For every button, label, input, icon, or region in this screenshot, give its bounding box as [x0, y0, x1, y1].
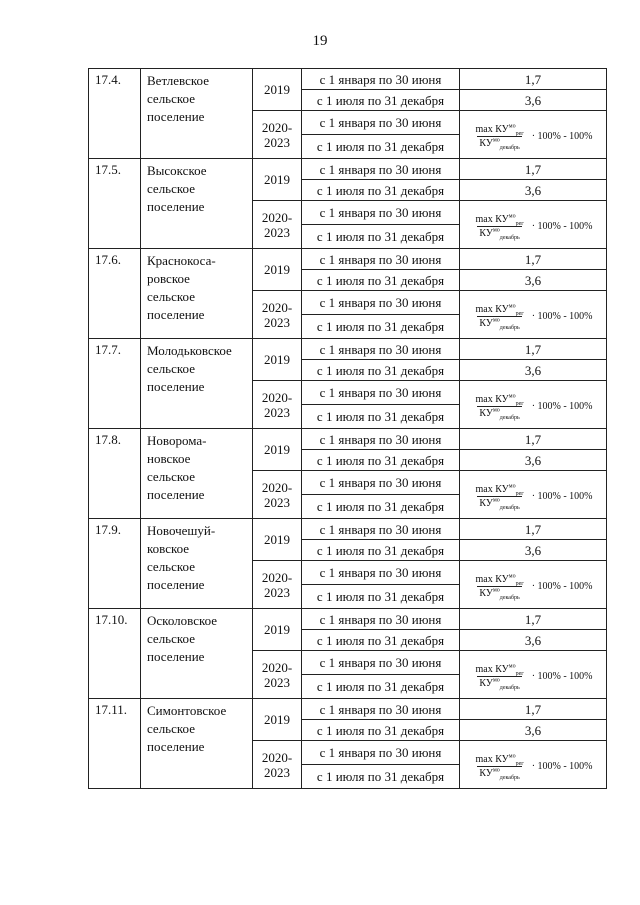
formula-expression [473, 125, 592, 149]
formula-cell [460, 651, 607, 699]
formula-expression [473, 665, 592, 689]
year-cell: 2019 [253, 159, 302, 201]
year-range-cell [253, 201, 302, 249]
formula-numerator-sub: рег [515, 401, 524, 407]
settlement-name-line: сельское [147, 721, 195, 736]
formula-cell [460, 381, 607, 429]
settlement-name [141, 519, 253, 609]
settlement-name-line: сельское [147, 181, 195, 196]
formula-numerator-sub: рег [515, 761, 524, 767]
year-range-line: 2023 [264, 314, 290, 330]
formula-fraction [473, 305, 525, 329]
formula-expression [473, 575, 592, 599]
formula-fraction [473, 665, 525, 689]
formula-numerator-sup: мо [508, 393, 516, 400]
value-cell: 3,6 [460, 180, 607, 201]
formula-denominator-sup: мо [492, 227, 500, 234]
settlement-name-line: ковское [147, 541, 190, 556]
year-cell: 2019 [253, 249, 302, 291]
formula-denominator-text: КУ [479, 768, 493, 779]
table-row [89, 339, 607, 360]
period-cell: с 1 июля по 31 декабря [302, 630, 460, 651]
formula-denominator-text: КУ [479, 408, 493, 419]
item-number: 17.11. [89, 699, 141, 789]
formula-numerator-text: max КУ [475, 214, 509, 225]
settlement-name [141, 339, 253, 429]
formula-numerator-sub: рег [515, 311, 524, 317]
year-range-line: 2020- [261, 749, 293, 765]
formula-expression [473, 395, 592, 419]
year-cell: 2019 [253, 609, 302, 651]
settlement-name-line: поселение [147, 739, 205, 754]
period-cell: с 1 января по 30 июня [302, 429, 460, 450]
formula-denominator [477, 316, 521, 329]
settlement-name-line: поселение [147, 109, 205, 124]
year-range-cell [253, 381, 302, 429]
year-range-line: 2020- [261, 659, 293, 675]
period-cell: с 1 января по 30 июня [302, 69, 460, 90]
formula-numerator-text: max КУ [475, 394, 509, 405]
year-range-line: 2020- [261, 479, 293, 495]
item-number: 17.8. [89, 429, 141, 519]
year-range-line: 2023 [264, 674, 290, 690]
formula-cell [460, 741, 607, 789]
period-cell: с 1 июля по 31 декабря [302, 585, 460, 609]
formula-numerator [473, 125, 525, 136]
formula-cell [460, 201, 607, 249]
settlement-name-line: Осколовское [147, 613, 218, 628]
formula-expression [473, 485, 592, 509]
formula-tail: · 100% - 100% [531, 401, 593, 412]
value-cell: 3,6 [460, 540, 607, 561]
year-range-line: 2023 [264, 584, 290, 600]
settlement-name-line: сельское [147, 469, 195, 484]
formula-denominator-sup: мо [492, 677, 500, 684]
formula-numerator-sub: рег [515, 491, 524, 497]
item-number: 17.7. [89, 339, 141, 429]
settlement-name-line: поселение [147, 487, 205, 502]
year-range-cell [253, 471, 302, 519]
period-cell: с 1 января по 30 июня [302, 111, 460, 135]
year-range-cell [253, 741, 302, 789]
formula-denominator-text: КУ [479, 138, 493, 149]
settlement-name [141, 249, 253, 339]
formula-denominator-sub: декабрь [499, 235, 520, 241]
table-row [89, 429, 607, 450]
year-range-line: 2023 [264, 764, 290, 780]
value-cell: 1,7 [460, 429, 607, 450]
settlement-name [141, 429, 253, 519]
formula-tail: · 100% - 100% [531, 671, 593, 682]
period-cell: с 1 июля по 31 декабря [302, 225, 460, 249]
formula-denominator [477, 586, 521, 599]
formula-denominator-sup: мо [492, 317, 500, 324]
formula-numerator [473, 485, 525, 496]
settlement-name-line: сельское [147, 631, 195, 646]
formula-numerator-text: max КУ [475, 484, 509, 495]
settlement-name-line: новское [147, 451, 191, 466]
value-cell: 1,7 [460, 519, 607, 540]
formula-tail: · 100% - 100% [531, 131, 593, 142]
table-row [89, 519, 607, 540]
formula-expression [473, 215, 592, 239]
item-number: 17.9. [89, 519, 141, 609]
settlement-name-line: поселение [147, 307, 205, 322]
year-range-cell [253, 111, 302, 159]
formula-denominator [477, 676, 521, 689]
formula-fraction [473, 575, 525, 599]
settlement-name-line: Молодьковское [147, 343, 232, 358]
value-cell: 3,6 [460, 630, 607, 651]
formula-numerator [473, 575, 525, 586]
year-cell: 2019 [253, 519, 302, 561]
formula-denominator-sup: мо [492, 497, 500, 504]
settlement-name-line: сельское [147, 361, 195, 376]
year-range-line: 2020- [261, 389, 293, 405]
settlement-name-line: Новочешуй- [147, 523, 216, 538]
settlement-name-line: сельское [147, 91, 195, 106]
formula-numerator-sup: мо [508, 123, 516, 130]
period-cell: с 1 июля по 31 декабря [302, 450, 460, 471]
period-cell: с 1 июля по 31 декабря [302, 720, 460, 741]
formula-tail: · 100% - 100% [531, 581, 593, 592]
year-cell: 2019 [253, 69, 302, 111]
formula-numerator [473, 755, 525, 766]
year-range-cell [253, 561, 302, 609]
value-cell: 1,7 [460, 699, 607, 720]
period-cell: с 1 июля по 31 декабря [302, 315, 460, 339]
formula-denominator-sup: мо [492, 587, 500, 594]
period-cell: с 1 июля по 31 декабря [302, 135, 460, 159]
formula-expression [473, 755, 592, 779]
formula-numerator-sub: рег [515, 131, 524, 137]
formula-tail: · 100% - 100% [531, 311, 593, 322]
formula-cell [460, 471, 607, 519]
formula-numerator-sup: мо [508, 663, 516, 670]
formula-numerator [473, 215, 525, 226]
formula-tail: · 100% - 100% [531, 761, 593, 772]
value-cell: 1,7 [460, 159, 607, 180]
settlement-name-line: Краснокоса- [147, 253, 216, 268]
year-cell: 2019 [253, 699, 302, 741]
settlement-name-line: сельское [147, 289, 195, 304]
year-range-line: 2020- [261, 569, 293, 585]
formula-fraction [473, 485, 525, 509]
settlement-name-line: сельское [147, 559, 195, 574]
formula-denominator-sup: мо [492, 767, 500, 774]
year-range-line: 2020- [261, 299, 293, 315]
settlement-name-line: поселение [147, 379, 205, 394]
period-cell: с 1 июля по 31 декабря [302, 270, 460, 291]
formula-numerator-sup: мо [508, 213, 516, 220]
value-cell: 3,6 [460, 720, 607, 741]
year-range-cell [253, 651, 302, 699]
value-cell: 1,7 [460, 609, 607, 630]
year-range-line: 2023 [264, 404, 290, 420]
table-row [89, 609, 607, 630]
value-cell: 3,6 [460, 90, 607, 111]
settlement-name-line: Высокское [147, 163, 207, 178]
formula-numerator-sup: мо [508, 303, 516, 310]
formula-denominator-sub: декабрь [499, 325, 520, 331]
formula-numerator-text: max КУ [475, 304, 509, 315]
year-range-line: 2023 [264, 224, 290, 240]
period-cell: с 1 января по 30 июня [302, 249, 460, 270]
formula-numerator-sup: мо [508, 483, 516, 490]
settlement-name-line: поселение [147, 199, 205, 214]
settlement-name [141, 699, 253, 789]
item-number: 17.4. [89, 69, 141, 159]
formula-fraction [473, 215, 525, 239]
period-cell: с 1 июля по 31 декабря [302, 90, 460, 111]
formula-tail: · 100% - 100% [531, 221, 593, 232]
year-range-cell [253, 291, 302, 339]
formula-denominator-sub: декабрь [499, 145, 520, 151]
formula-denominator-sup: мо [492, 407, 500, 414]
value-cell: 1,7 [460, 339, 607, 360]
period-cell: с 1 июля по 31 декабря [302, 180, 460, 201]
item-number: 17.10. [89, 609, 141, 699]
formula-denominator [477, 136, 521, 149]
formula-cell [460, 111, 607, 159]
formula-numerator [473, 305, 525, 316]
formula-denominator-text: КУ [479, 678, 493, 689]
period-cell: с 1 января по 30 июня [302, 381, 460, 405]
value-cell: 3,6 [460, 360, 607, 381]
formula-denominator [477, 496, 521, 509]
settlement-name-line: Симонтовское [147, 703, 227, 718]
formula-denominator [477, 406, 521, 419]
settlement-name [141, 69, 253, 159]
formula-cell [460, 291, 607, 339]
formula-numerator-text: max КУ [475, 574, 509, 585]
formula-denominator-sub: декабрь [499, 685, 520, 691]
period-cell: с 1 июля по 31 декабря [302, 675, 460, 699]
formula-denominator-text: КУ [479, 588, 493, 599]
formula-numerator [473, 395, 525, 406]
year-range-line: 2020- [261, 209, 293, 225]
formula-denominator [477, 226, 521, 239]
year-cell: 2019 [253, 429, 302, 471]
formula-fraction [473, 755, 525, 779]
settlement-name-line: ровское [147, 271, 190, 286]
item-number: 17.5. [89, 159, 141, 249]
value-cell: 1,7 [460, 69, 607, 90]
value-cell: 3,6 [460, 270, 607, 291]
period-cell: с 1 января по 30 июня [302, 741, 460, 765]
formula-numerator-sup: мо [508, 753, 516, 760]
formula-tail: · 100% - 100% [531, 491, 593, 502]
formula-numerator-sub: рег [515, 221, 524, 227]
formula-denominator-text: КУ [479, 498, 493, 509]
period-cell: с 1 января по 30 июня [302, 201, 460, 225]
table-row [89, 249, 607, 270]
formula-cell [460, 561, 607, 609]
period-cell: с 1 января по 30 июня [302, 609, 460, 630]
table-row [89, 699, 607, 720]
year-cell: 2019 [253, 339, 302, 381]
page-number: 19 [312, 33, 328, 49]
settlement-name-line: поселение [147, 577, 205, 592]
period-cell: с 1 января по 30 июня [302, 291, 460, 315]
period-cell: с 1 января по 30 июня [302, 159, 460, 180]
value-cell: 1,7 [460, 249, 607, 270]
formula-denominator-sub: декабрь [499, 415, 520, 421]
period-cell: с 1 июля по 31 декабря [302, 495, 460, 519]
value-cell: 3,6 [460, 450, 607, 471]
formula-denominator [477, 766, 521, 779]
formula-denominator-sub: декабрь [499, 505, 520, 511]
formula-fraction [473, 395, 525, 419]
settlement-name-line: Новорома- [147, 433, 207, 448]
formula-numerator-text: max КУ [475, 754, 509, 765]
period-cell: с 1 января по 30 июня [302, 561, 460, 585]
formula-numerator-text: max КУ [475, 124, 509, 135]
year-range-line: 2023 [264, 494, 290, 510]
period-cell: с 1 января по 30 июня [302, 339, 460, 360]
formula-fraction [473, 125, 525, 149]
formula-numerator-sub: рег [515, 671, 524, 677]
formula-numerator [473, 665, 525, 676]
formula-expression [473, 305, 592, 329]
year-range-line: 2023 [264, 134, 290, 150]
settlement-name-line: поселение [147, 649, 205, 664]
period-cell: с 1 июля по 31 декабря [302, 405, 460, 429]
formula-numerator-sup: мо [508, 573, 516, 580]
formula-denominator-text: КУ [479, 318, 493, 329]
period-cell: с 1 января по 30 июня [302, 471, 460, 495]
tariff-table [88, 68, 607, 789]
settlement-name-line: Ветлевское [147, 73, 209, 88]
formula-denominator-sub: декабрь [499, 595, 520, 601]
settlement-name [141, 609, 253, 699]
settlement-name [141, 159, 253, 249]
period-cell: с 1 июля по 31 декабря [302, 540, 460, 561]
formula-denominator-sub: декабрь [499, 775, 520, 781]
table-row [89, 159, 607, 180]
year-range-line: 2020- [261, 119, 293, 135]
formula-denominator-text: КУ [479, 228, 493, 239]
formula-denominator-sup: мо [492, 137, 500, 144]
formula-numerator-text: max КУ [475, 664, 509, 675]
period-cell: с 1 января по 30 июня [302, 699, 460, 720]
item-number: 17.6. [89, 249, 141, 339]
period-cell: с 1 января по 30 июня [302, 519, 460, 540]
period-cell: с 1 июля по 31 декабря [302, 765, 460, 789]
formula-numerator-sub: рег [515, 581, 524, 587]
period-cell: с 1 июля по 31 декабря [302, 360, 460, 381]
period-cell: с 1 января по 30 июня [302, 651, 460, 675]
table-row [89, 69, 607, 90]
